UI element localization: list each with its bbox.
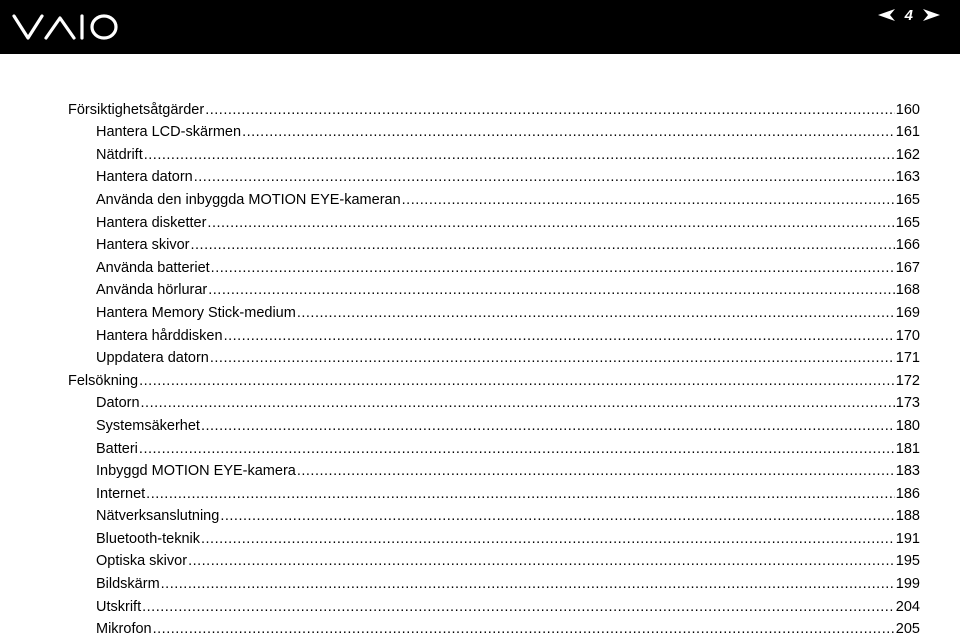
dot-leader <box>144 147 895 164</box>
toc-entry-title[interactable]: Hantera Memory Stick-medium <box>96 304 296 321</box>
dot-leader <box>211 260 895 277</box>
toc-entry-title[interactable]: Hantera datorn <box>96 169 193 186</box>
toc-entry-page[interactable]: 205 <box>895 621 920 638</box>
toc-entry-title[interactable]: Använda den inbyggda MOTION EYE-kameran <box>96 191 401 208</box>
dot-leader <box>188 553 895 570</box>
toc-entry[interactable] <box>68 277 920 300</box>
toc-entry-title[interactable]: Inbyggd MOTION EYE-kamera <box>96 463 296 480</box>
toc-entry[interactable] <box>68 96 920 119</box>
toc-entry-page[interactable]: 165 <box>895 214 920 231</box>
dot-leader <box>210 350 895 367</box>
dot-leader <box>242 124 895 141</box>
toc-entry-title[interactable]: Nätdrift <box>96 146 143 163</box>
toc-entry[interactable] <box>68 390 920 413</box>
dot-leader <box>224 328 895 345</box>
toc-entry[interactable] <box>68 548 920 571</box>
toc-entry-title[interactable]: Utskrift <box>96 598 142 615</box>
toc-entry-page[interactable]: 191 <box>895 530 920 547</box>
toc-entry-title[interactable]: Hantera skivor <box>96 237 190 254</box>
toc-entry[interactable] <box>68 458 920 481</box>
toc-entry-page[interactable]: 165 <box>895 191 920 208</box>
dot-leader <box>205 102 895 119</box>
toc-entry-title[interactable]: Systemsäkerhet <box>96 417 200 434</box>
toc-entry[interactable] <box>68 254 920 277</box>
toc-entry-title[interactable]: Optiska skivor <box>96 553 188 570</box>
dot-leader <box>190 237 894 254</box>
dot-leader <box>153 621 895 638</box>
dot-leader <box>297 305 895 322</box>
toc-entry[interactable] <box>68 412 920 435</box>
toc-entry-title[interactable]: Internet <box>96 485 146 502</box>
toc-entry-title[interactable]: Bluetooth-teknik <box>96 530 200 547</box>
toc-entry[interactable] <box>68 232 920 255</box>
toc-entry[interactable] <box>68 141 920 164</box>
toc-entry-page[interactable]: 162 <box>895 146 920 163</box>
toc-entry-title[interactable]: Använda batteriet <box>96 259 210 276</box>
dot-leader <box>141 395 895 412</box>
toc-entry[interactable] <box>68 503 920 526</box>
dot-leader <box>146 486 895 503</box>
toc-entry-title[interactable]: Bildskärm <box>96 576 160 593</box>
toc-entry[interactable] <box>68 525 920 548</box>
toc-entry-page[interactable]: 172 <box>895 372 920 389</box>
toc-entry-page[interactable]: 161 <box>895 124 920 141</box>
toc-entry[interactable] <box>68 322 920 345</box>
dot-leader <box>161 576 895 593</box>
toc-entry-page[interactable]: 171 <box>895 350 920 367</box>
dot-leader <box>201 531 895 548</box>
toc-entry-page[interactable]: 167 <box>895 259 920 276</box>
toc-entry-page[interactable]: 180 <box>895 417 920 434</box>
toc-entry-page[interactable]: 186 <box>895 485 920 502</box>
dot-leader <box>208 282 895 299</box>
toc-entry-title[interactable]: Hantera LCD-skärmen <box>96 124 242 141</box>
toc-entry-page[interactable]: 181 <box>895 440 920 457</box>
toc-entry-title[interactable]: Försiktighetsåtgärder <box>68 101 205 118</box>
toc-entry-title[interactable]: Felsökning <box>68 372 139 389</box>
next-arrow-icon[interactable] <box>923 9 940 21</box>
header-bar <box>0 0 960 54</box>
toc-entry-title[interactable]: Hantera hårddisken <box>96 327 223 344</box>
toc-entry[interactable] <box>68 164 920 187</box>
toc-entry-page[interactable]: 188 <box>895 508 920 525</box>
toc-entry-title[interactable]: Nätverksanslutning <box>96 508 220 525</box>
toc-entry-page[interactable]: 183 <box>895 463 920 480</box>
dot-leader <box>139 373 895 390</box>
toc-entry[interactable] <box>68 616 920 638</box>
dot-leader <box>142 599 895 616</box>
toc-entry-page[interactable]: 169 <box>895 304 920 321</box>
toc-entry[interactable] <box>68 345 920 368</box>
dot-leader <box>402 192 895 209</box>
vaio-logo <box>12 10 120 44</box>
toc-entry[interactable] <box>68 119 920 142</box>
toc-entry-title[interactable]: Hantera disketter <box>96 214 207 231</box>
dot-leader <box>207 215 894 232</box>
toc-entry[interactable] <box>68 570 920 593</box>
toc-entry[interactable] <box>68 209 920 232</box>
toc-entry-page[interactable]: 160 <box>895 101 920 118</box>
toc-entry-page[interactable]: 199 <box>895 576 920 593</box>
toc-entry[interactable] <box>68 186 920 209</box>
toc-entry-title[interactable]: Använda hörlurar <box>96 282 208 299</box>
page-navigation <box>878 4 940 26</box>
toc-entry[interactable] <box>68 480 920 503</box>
toc-entry[interactable] <box>68 299 920 322</box>
dot-leader <box>297 463 895 480</box>
dot-leader <box>201 418 895 435</box>
dot-leader <box>220 508 894 525</box>
toc-entry[interactable] <box>68 593 920 616</box>
toc-entry-title[interactable]: Batteri <box>96 440 138 457</box>
toc-entry-page[interactable]: 173 <box>895 395 920 412</box>
prev-arrow-icon[interactable] <box>878 9 895 21</box>
toc-entry-page[interactable]: 170 <box>895 327 920 344</box>
toc-entry-title[interactable]: Mikrofon <box>96 621 152 638</box>
toc-entry[interactable] <box>68 435 920 458</box>
dot-leader <box>139 441 895 458</box>
dot-leader <box>194 169 895 186</box>
toc-entry-page[interactable]: 166 <box>895 237 920 254</box>
toc-entry-title[interactable]: Uppdatera datorn <box>96 350 209 367</box>
toc-entry[interactable] <box>68 367 920 390</box>
table-of-contents <box>68 96 920 638</box>
toc-entry-page[interactable]: 163 <box>895 169 920 186</box>
toc-entry-page[interactable]: 195 <box>895 553 920 570</box>
toc-entry-page[interactable]: 204 <box>895 598 920 615</box>
toc-entry-title[interactable]: Datorn <box>96 395 140 412</box>
page-number: 4 <box>904 6 913 24</box>
toc-entry-page[interactable]: 168 <box>895 282 920 299</box>
